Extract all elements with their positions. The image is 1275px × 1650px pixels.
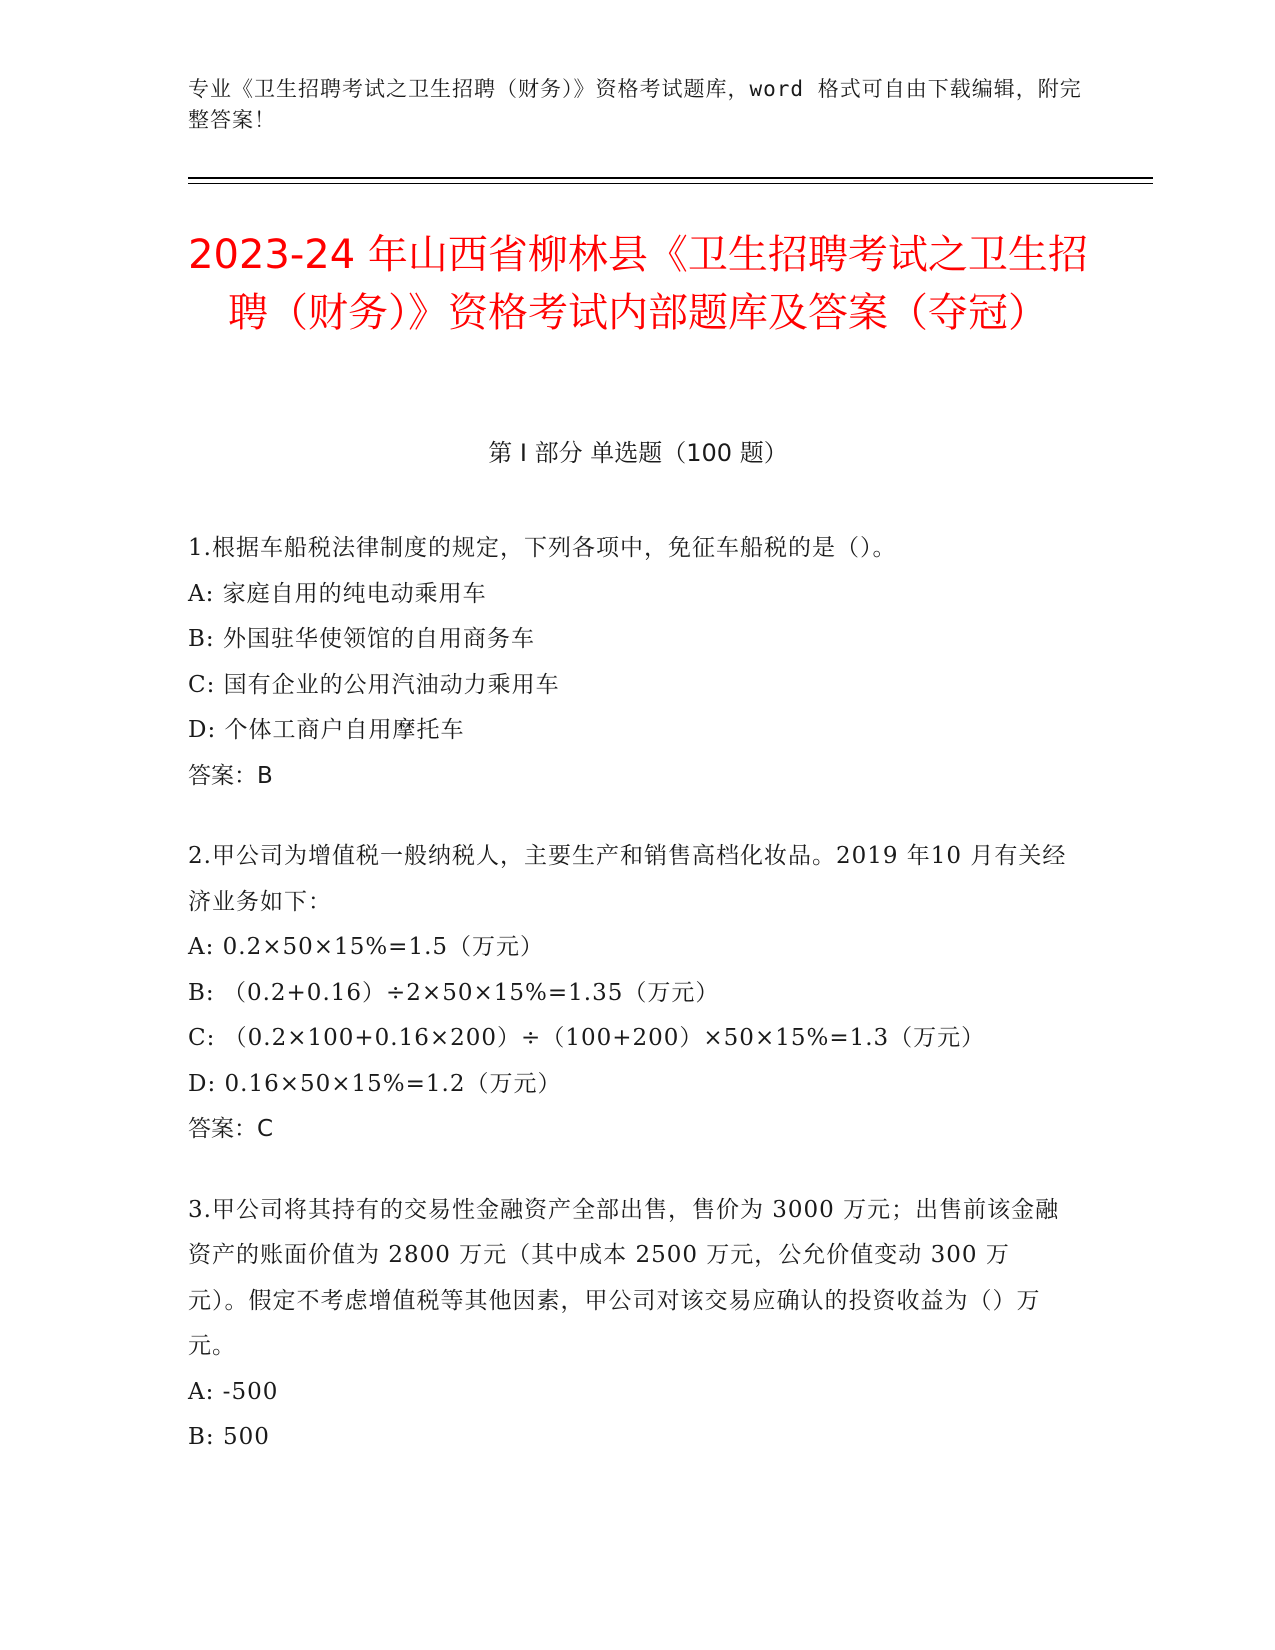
option-c: C: （0.2×100+0.16×200）÷（100+200）×50×15%=1.3（万元） bbox=[188, 1025, 986, 1051]
option-b: B: 外国驻华使领馆的自用商务车 bbox=[188, 626, 535, 652]
option-d: D: 0.16×50×15%=1.2（万元） bbox=[188, 1070, 562, 1097]
question-2 bbox=[188, 834, 1068, 1153]
question-stem: 2.甲公司为增值税一般纳税人，主要生产和销售高档化妆品。2019 年10 月有关经济业务如下： bbox=[188, 843, 1067, 915]
question-3 bbox=[188, 1188, 1068, 1461]
header-divider-thick bbox=[188, 177, 1153, 179]
option-c: C: 国有企业的公用汽油动力乘用车 bbox=[188, 671, 560, 698]
option-a: A: -500 bbox=[188, 1378, 279, 1405]
header-divider-thin bbox=[188, 183, 1153, 184]
option-b: B: 500 bbox=[188, 1424, 270, 1450]
section-title: 第 I 部分 单选题（100 题） bbox=[488, 439, 788, 467]
answer-line: 答案：B bbox=[188, 762, 273, 789]
question-stem: 1.根据车船税法律制度的规定，下列各项中，免征车船税的是（）。 bbox=[188, 535, 897, 561]
header-note: 专业《卫生招聘考试之卫生招聘（财务）》资格考试题库，word 格式可自由下载编辑，附完整答案！ bbox=[188, 77, 1082, 132]
question-stem: 3.甲公司将其持有的交易性金融资产全部出售，售价为 3000 万元；出售前该金融资产的账面价值为 2800 万元（其中成本 2500 万元，公允价值变动 300 万元）。假定不考虑增值税等其他因素，甲公司对该交易应确认的投资收益为（）万元。 bbox=[188, 1196, 1060, 1359]
option-b: B: （0.2+0.16）÷2×50×15%=1.35（万元） bbox=[188, 979, 720, 1006]
question-1 bbox=[188, 526, 1068, 799]
option-a: A: 家庭自用的纯电动乘用车 bbox=[188, 580, 487, 607]
question-list bbox=[188, 526, 1068, 1496]
document-title: 2023-24 年山西省柳林县《卫生招聘考试之卫生招聘（财务）》资格考试内部题库及答案（夺冠） bbox=[188, 232, 1088, 336]
option-d: D: 个体工商户自用摩托车 bbox=[188, 717, 465, 743]
option-a: A: 0.2×50×15%=1.5（万元） bbox=[188, 934, 545, 960]
answer-line: 答案：C bbox=[188, 1116, 274, 1142]
